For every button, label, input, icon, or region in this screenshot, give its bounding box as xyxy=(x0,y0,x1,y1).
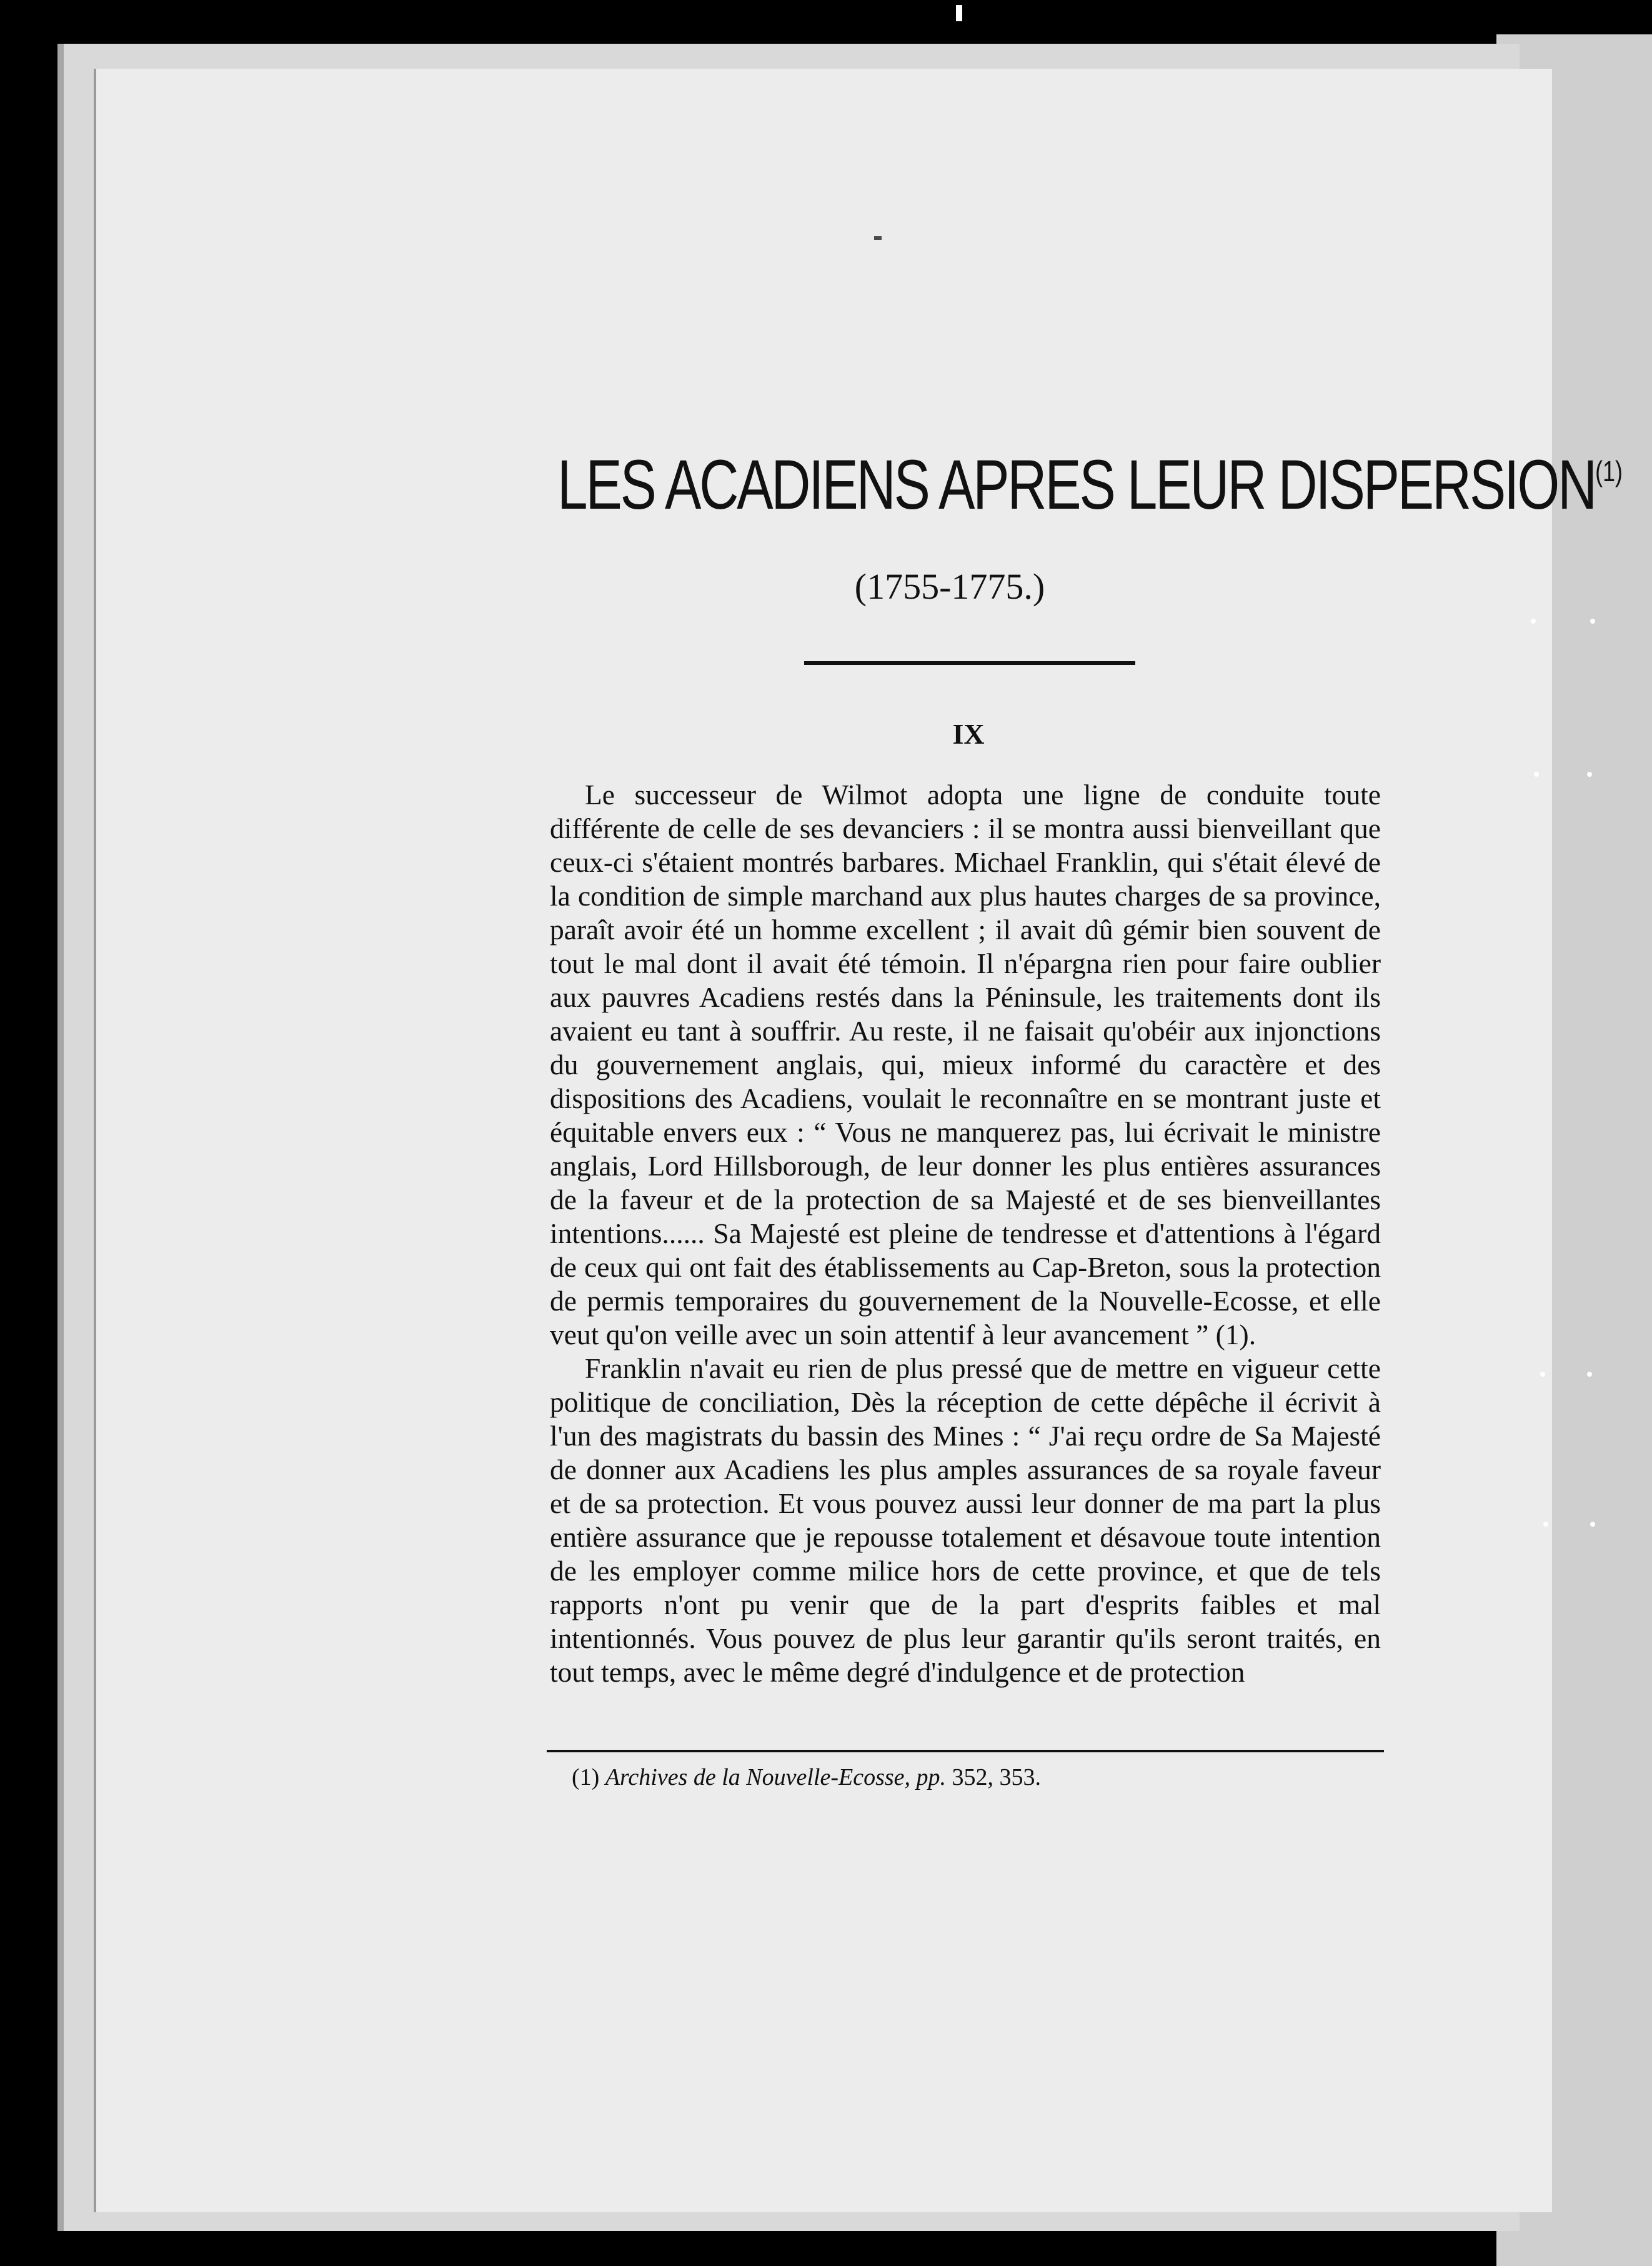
margin-mark xyxy=(1587,772,1592,777)
margin-mark xyxy=(1590,1522,1595,1527)
footnote-marker: (1) xyxy=(572,1764,600,1790)
footnote-divider xyxy=(547,1750,1384,1752)
title-footnote-ref: (1) xyxy=(1595,455,1623,487)
footnote xyxy=(572,1764,1384,1791)
margin-mark xyxy=(1540,1372,1545,1377)
article-title: LES ACADIENS APRES LEUR DISPERSION$^{(1)}$ xyxy=(557,446,1623,524)
margin-mark xyxy=(1531,619,1536,624)
paragraph: Franklin n'avait eu rien de plus pressé que de mettre en vigueur cette politique de conciliation, Dès la réception de cette dépêche il écrivit à l'un des magistrats du bassin des Mines : “ J'ai reçu ordre de Sa Majesté de donner aux Acadiens les plus amples assurances de sa royale faveur et de sa protection. Et vous pouvez aussi leur donner de ma part la plus entière assurance que je repousse totalement et désavoue toute intention de les employer comme milice hors de cette province, et que de tels rapports n'ont pu venir que de la part d'esprits faibles et mal intentionnés. Vous pouvez de plus leur garantir qu'ils seront traités, en tout temps, avec le même degré d'indulgence et de protection xyxy=(550,1352,1381,1688)
chapter-number: IX xyxy=(952,718,985,750)
scan-mark xyxy=(956,5,962,21)
date-range: (1755-1775.) xyxy=(854,566,1045,607)
footnote-pages: 352, 353. xyxy=(952,1764,1042,1790)
margin-mark xyxy=(1543,1522,1548,1527)
body-text xyxy=(550,778,1381,1689)
ink-speck xyxy=(874,236,882,240)
margin-mark xyxy=(1534,772,1539,777)
margin-mark xyxy=(1587,1372,1592,1377)
paragraph: Le successeur de Wilmot adopta une ligne de conduite toute différente de celle de ses devanciers : il se montra aussi bienveillant que ceux-ci s'étaient montrés barbares. Michael Franklin, qui s'était élevé de la condition de simple marchand aux plus hautes charges de sa province, paraît avoir été un homme excellent ; il avait dû gémir bien souvent de tout le mal dont il avait été témoin. Il n'épargna rien pour faire oublier aux pauvres Acadiens restés dans la Péninsule, les traitements dont ils avaient eu tant à souffrir. Au reste, il ne faisait qu'obéir aux injonctions du gouvernement anglais, qui, mieux informé du caractère et des dispositions des Acadiens, voulait le reconnaître en se montrant juste et équitable envers eux : “ Vous ne manquerez pas, lui écrivait le ministre anglais, Lord Hillsborough, de leur donner les plus entières assurances de la faveur et de la protection de sa Majesté et de ses bienveillantes intentions...... Sa Majesté est pleine de tendresse et d'attentions à l'égard de ceux qui ont fait des établissements au Cap-Breton, sous la protection de permis temporaires du gouvernement de la Nouvelle-Ecosse, et elle veut qu'on veille avec un soin attentif à leur avancement ” (1). xyxy=(550,779,1381,1350)
footnote-source: Archives de la Nouvelle-Ecosse, pp. xyxy=(605,1764,947,1790)
margin-mark xyxy=(1590,619,1595,624)
title-divider xyxy=(804,661,1135,665)
